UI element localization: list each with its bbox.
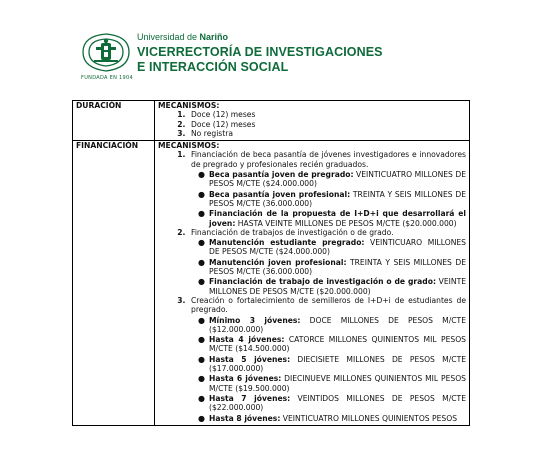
sub-item [198, 393, 466, 413]
item-key: Mínimo 3 jóvenes: [209, 315, 301, 325]
item-value: VEINTIDOS MILLONES DE PESOS M/CTE ($22.000.000) [209, 393, 466, 413]
item-value: TREINTA Y SEIS MILLONES DE PESOS M/CTE (36.000.000) [209, 189, 466, 208]
item-text: Financiación de beca pasantía de jóvenes investigadores e innovadores de pregrado y profesionales recién graduados. [191, 150, 466, 169]
list-item [188, 296, 466, 423]
item-key: Financiación de la propuesta de I+D+i que desarrollará el joven: [209, 209, 466, 228]
bullet-icon: ● [198, 170, 205, 180]
item-value: VEINTICUATRO MILLONES QUINIENTOS PESOS [280, 413, 458, 423]
item-key: Beca pasantía joven profesional: [209, 189, 351, 199]
bullet-icon: ● [198, 189, 205, 199]
bullet-icon: ● [198, 238, 205, 248]
letterhead [79, 28, 499, 86]
item-key: Hasta 8 jóvenes: [209, 413, 281, 423]
sub-item [198, 170, 466, 189]
vicerrectoria-title-line2: E INTERACCIÓN SOCIAL [137, 60, 289, 74]
list-item [188, 228, 466, 296]
bullet-icon: ● [198, 209, 205, 219]
bullet-icon: ● [198, 413, 205, 423]
list-item [188, 150, 466, 227]
list-item: 3. No registra [188, 129, 466, 138]
duration-list [158, 110, 466, 138]
sub-item [198, 374, 466, 393]
bullet-icon: ● [198, 374, 205, 384]
vicerrectoria-title-line1: VICERRECTORÍA DE INVESTIGACIONES [137, 45, 383, 59]
financing-list [158, 150, 466, 422]
item-key: Hasta 6 jóvenes: [209, 374, 282, 384]
founded-caption: FUNDADA EN 1904 [81, 75, 133, 81]
item-key: Hasta 5 jóvenes: [209, 354, 291, 364]
table-row-duracion [73, 101, 470, 141]
item-value: HASTA VEINTE MILLONES DE PESOS M/CTE ($20.000.000) [235, 218, 457, 228]
university-name: Universidad de Nariño [137, 32, 229, 42]
table-row-financiacion [73, 141, 470, 426]
item-value: VEINTICUARO MILLONES DE PESOS M/CTE ($24.000.000) [209, 238, 467, 257]
item-key: Financiación de trabajo de investigación o de grado: [209, 277, 436, 287]
sub-item [198, 335, 466, 354]
bullet-icon: ● [198, 335, 205, 345]
row-content-financiacion [155, 141, 470, 426]
sub-item [198, 315, 466, 335]
item-value: VEINTE MILLONES DE PESOS M/CTE ($20.000.000) [209, 277, 467, 296]
item-value: TREINTA Y SEIS MILLONES DE PESOS M/CTE (36.000.000) [209, 257, 466, 277]
sub-list [191, 316, 466, 423]
item-key: Beca pasantía joven de pregrado: [209, 170, 354, 180]
sub-item [198, 277, 467, 296]
bullet-icon: ● [198, 257, 205, 267]
row-label-financiacion: FINANCIACIÓN [73, 141, 155, 426]
sub-item [198, 413, 466, 423]
sub-item [198, 354, 466, 374]
item-value: DIECINUEVE MILLONES QUINIENTOS MIL PESOS M/CTE ($19.500.000) [209, 374, 466, 393]
item-key: Hasta 4 jóvenes: [209, 335, 285, 345]
item-key: Manutención joven profesional: [209, 257, 347, 267]
bullet-icon: ● [198, 393, 205, 403]
sub-item [198, 189, 466, 209]
mechanisms-heading: MECANISMOS: [158, 141, 220, 151]
sub-item [198, 238, 467, 257]
bullet-icon: ● [198, 315, 205, 325]
bullet-icon: ● [198, 277, 205, 287]
item-key: Hasta 7 jóvenes: [209, 393, 291, 403]
funding-table [72, 100, 470, 426]
bullet-icon: ● [198, 354, 205, 364]
item-value: DOCE MILLONES DE PESOS M/CTE ($12.000.000) [209, 315, 466, 334]
item-key: Manutención estudiante pregrado: [209, 238, 365, 248]
item-text: Financiación de trabajos de investigación o de grado. [191, 227, 394, 237]
sub-item [198, 209, 466, 228]
item-value: CATORCE MILLONES QUINIENTOS MIL PESOS M/CTE ($14.500.000) [209, 335, 466, 354]
row-label-duracion: DURACIÓN [73, 101, 155, 141]
mechanisms-heading: MECANISMOS: [158, 101, 220, 110]
item-value: VEINTICUATRO MILLONES DE PESOS M/CTE ($24.000.000) [209, 170, 466, 189]
sub-item [198, 257, 466, 277]
sub-list [191, 170, 466, 228]
list-item: 2. Doce (12) meses [188, 120, 466, 129]
item-value: DIECISIETE MILLONES DE PESOS M/CTE ($17.000.000) [209, 354, 466, 374]
university-seal-icon [79, 30, 133, 74]
list-item: 1. Doce (12) meses [188, 110, 466, 119]
sub-list [191, 238, 466, 296]
row-content-duracion [155, 101, 470, 141]
item-text: Creación o fortalecimiento de semilleros de I+D+i de estudiantes de pregrado. [191, 295, 466, 315]
